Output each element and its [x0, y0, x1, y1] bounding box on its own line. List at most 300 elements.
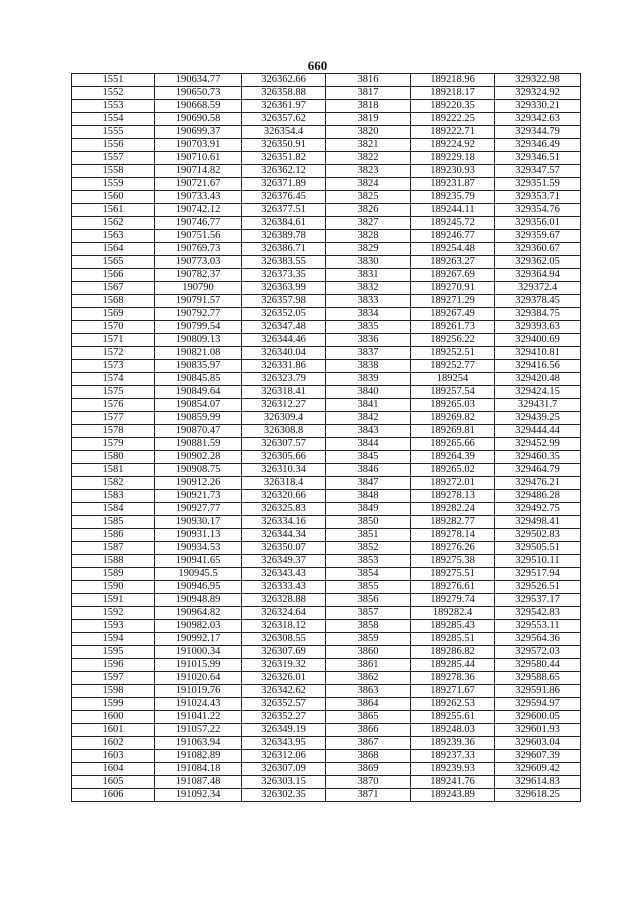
y-coordinate-cell: 326347.48	[242, 321, 326, 334]
y-coordinate-cell: 329452.99	[495, 438, 581, 451]
point-number-cell: 1599	[72, 698, 155, 711]
table-row	[72, 490, 581, 503]
x-coordinate-cell: 189229.18	[411, 152, 495, 165]
y-coordinate-cell: 329420.48	[495, 373, 581, 386]
x-coordinate-cell: 189263.27	[411, 256, 495, 269]
x-coordinate-cell: 190902.28	[155, 451, 242, 464]
point-number-cell: 1588	[72, 555, 155, 568]
x-coordinate-cell: 189265.66	[411, 438, 495, 451]
x-coordinate-cell: 190791.57	[155, 295, 242, 308]
table-row	[72, 386, 581, 399]
x-coordinate-cell: 191057.22	[155, 724, 242, 737]
y-coordinate-cell: 329607.39	[495, 750, 581, 763]
point-number-cell: 3817	[326, 87, 411, 100]
point-number-cell: 1582	[72, 477, 155, 490]
point-number-cell: 1569	[72, 308, 155, 321]
y-coordinate-cell: 326371.89	[242, 178, 326, 191]
x-coordinate-cell: 190854.07	[155, 399, 242, 412]
point-number-cell: 3821	[326, 139, 411, 152]
x-coordinate-cell: 190769.73	[155, 243, 242, 256]
table-row	[72, 724, 581, 737]
point-number-cell: 3870	[326, 776, 411, 789]
table-row	[72, 438, 581, 451]
point-number-cell: 3849	[326, 503, 411, 516]
x-coordinate-cell: 190921.73	[155, 490, 242, 503]
point-number-cell: 1584	[72, 503, 155, 516]
y-coordinate-cell: 329346.49	[495, 139, 581, 152]
table-row	[72, 217, 581, 230]
x-coordinate-cell: 189239.36	[411, 737, 495, 750]
y-coordinate-cell: 329356.01	[495, 217, 581, 230]
point-number-cell: 3856	[326, 594, 411, 607]
point-number-cell: 3865	[326, 711, 411, 724]
point-number-cell: 3864	[326, 698, 411, 711]
x-coordinate-cell: 190690.58	[155, 113, 242, 126]
table-row	[72, 113, 581, 126]
point-number-cell: 1578	[72, 425, 155, 438]
x-coordinate-cell: 190710.61	[155, 152, 242, 165]
y-coordinate-cell: 326320.66	[242, 490, 326, 503]
y-coordinate-cell: 326363.99	[242, 282, 326, 295]
x-coordinate-cell: 189252.77	[411, 360, 495, 373]
x-coordinate-cell: 189285.44	[411, 659, 495, 672]
x-coordinate-cell: 190835.97	[155, 360, 242, 373]
x-coordinate-cell: 191084.18	[155, 763, 242, 776]
y-coordinate-cell: 329553.11	[495, 620, 581, 633]
point-number-cell: 3838	[326, 360, 411, 373]
table-row	[72, 698, 581, 711]
x-coordinate-cell: 191082.89	[155, 750, 242, 763]
x-coordinate-cell: 191000.34	[155, 646, 242, 659]
y-coordinate-cell: 329580.44	[495, 659, 581, 672]
x-coordinate-cell: 189270.91	[411, 282, 495, 295]
x-coordinate-cell: 190982.03	[155, 620, 242, 633]
point-number-cell: 3871	[326, 789, 411, 802]
y-coordinate-cell: 329603.04	[495, 737, 581, 750]
point-number-cell: 1593	[72, 620, 155, 633]
x-coordinate-cell: 189239.93	[411, 763, 495, 776]
x-coordinate-cell: 189231.87	[411, 178, 495, 191]
table-row	[72, 256, 581, 269]
y-coordinate-cell: 329492.75	[495, 503, 581, 516]
y-coordinate-cell: 329614.83	[495, 776, 581, 789]
x-coordinate-cell: 191015.99	[155, 659, 242, 672]
table-row	[72, 74, 581, 87]
y-coordinate-cell: 329416.56	[495, 360, 581, 373]
x-coordinate-cell: 190948.89	[155, 594, 242, 607]
table-row	[72, 308, 581, 321]
y-coordinate-cell: 326344.46	[242, 334, 326, 347]
point-number-cell: 3829	[326, 243, 411, 256]
table-row	[72, 659, 581, 672]
point-number-cell: 1601	[72, 724, 155, 737]
point-number-cell: 3852	[326, 542, 411, 555]
table-row	[72, 529, 581, 542]
x-coordinate-cell: 189248.03	[411, 724, 495, 737]
table-row	[72, 672, 581, 685]
y-coordinate-cell: 329346.51	[495, 152, 581, 165]
y-coordinate-cell: 329354.76	[495, 204, 581, 217]
x-coordinate-cell: 189235.79	[411, 191, 495, 204]
point-number-cell: 3827	[326, 217, 411, 230]
x-coordinate-cell: 189243.89	[411, 789, 495, 802]
y-coordinate-cell: 326308.55	[242, 633, 326, 646]
point-number-cell: 3835	[326, 321, 411, 334]
point-number-cell: 1595	[72, 646, 155, 659]
point-number-cell: 3848	[326, 490, 411, 503]
table-row	[72, 412, 581, 425]
point-number-cell: 1571	[72, 334, 155, 347]
y-coordinate-cell: 326333.43	[242, 581, 326, 594]
x-coordinate-cell: 190881.59	[155, 438, 242, 451]
y-coordinate-cell: 326308.8	[242, 425, 326, 438]
y-coordinate-cell: 326358.88	[242, 87, 326, 100]
y-coordinate-cell: 329476.21	[495, 477, 581, 490]
x-coordinate-cell: 189254.48	[411, 243, 495, 256]
point-number-cell: 3867	[326, 737, 411, 750]
x-coordinate-cell: 189271.29	[411, 295, 495, 308]
table-row	[72, 464, 581, 477]
table-row	[72, 269, 581, 282]
table-row	[72, 87, 581, 100]
point-number-cell: 3854	[326, 568, 411, 581]
coordinate-table-body	[72, 74, 581, 802]
y-coordinate-cell: 326307.57	[242, 438, 326, 451]
table-row	[72, 321, 581, 334]
y-coordinate-cell: 329498.41	[495, 516, 581, 529]
y-coordinate-cell: 326350.07	[242, 542, 326, 555]
point-number-cell: 1558	[72, 165, 155, 178]
x-coordinate-cell: 189278.13	[411, 490, 495, 503]
x-coordinate-cell: 191020.64	[155, 672, 242, 685]
x-coordinate-cell: 191041.22	[155, 711, 242, 724]
x-coordinate-cell: 190714.82	[155, 165, 242, 178]
table-row	[72, 503, 581, 516]
point-number-cell: 3850	[326, 516, 411, 529]
y-coordinate-cell: 329594.97	[495, 698, 581, 711]
y-coordinate-cell: 329526.51	[495, 581, 581, 594]
point-number-cell: 1553	[72, 100, 155, 113]
y-coordinate-cell: 326331.86	[242, 360, 326, 373]
x-coordinate-cell: 190650.73	[155, 87, 242, 100]
table-row	[72, 776, 581, 789]
point-number-cell: 1570	[72, 321, 155, 334]
y-coordinate-cell: 329431.7	[495, 399, 581, 412]
table-row	[72, 399, 581, 412]
table-row	[72, 373, 581, 386]
table-row	[72, 126, 581, 139]
point-number-cell: 1555	[72, 126, 155, 139]
point-number-cell: 3833	[326, 295, 411, 308]
y-coordinate-cell: 326349.37	[242, 555, 326, 568]
table-row	[72, 295, 581, 308]
point-number-cell: 1551	[72, 74, 155, 87]
x-coordinate-cell: 190859.99	[155, 412, 242, 425]
y-coordinate-cell: 326305.66	[242, 451, 326, 464]
y-coordinate-cell: 329542.83	[495, 607, 581, 620]
point-number-cell: 1565	[72, 256, 155, 269]
point-number-cell: 3858	[326, 620, 411, 633]
table-row	[72, 178, 581, 191]
point-number-cell: 1557	[72, 152, 155, 165]
x-coordinate-cell: 190908.75	[155, 464, 242, 477]
y-coordinate-cell: 326307.09	[242, 763, 326, 776]
x-coordinate-cell: 189230.93	[411, 165, 495, 178]
x-coordinate-cell: 190790	[155, 282, 242, 295]
y-coordinate-cell: 329609.42	[495, 763, 581, 776]
x-coordinate-cell: 189222.25	[411, 113, 495, 126]
point-number-cell: 1592	[72, 607, 155, 620]
y-coordinate-cell: 326349.19	[242, 724, 326, 737]
point-number-cell: 3846	[326, 464, 411, 477]
point-number-cell: 3818	[326, 100, 411, 113]
x-coordinate-cell: 189265.03	[411, 399, 495, 412]
point-number-cell: 1589	[72, 568, 155, 581]
y-coordinate-cell: 329359.67	[495, 230, 581, 243]
x-coordinate-cell: 189255.61	[411, 711, 495, 724]
x-coordinate-cell: 189257.54	[411, 386, 495, 399]
table-row	[72, 555, 581, 568]
x-coordinate-cell: 189261.73	[411, 321, 495, 334]
x-coordinate-cell: 189246.77	[411, 230, 495, 243]
x-coordinate-cell: 190845.85	[155, 373, 242, 386]
x-coordinate-cell: 190721.67	[155, 178, 242, 191]
x-coordinate-cell: 189279.74	[411, 594, 495, 607]
y-coordinate-cell: 329439.25	[495, 412, 581, 425]
y-coordinate-cell: 326352.27	[242, 711, 326, 724]
point-number-cell: 1600	[72, 711, 155, 724]
x-coordinate-cell: 189278.14	[411, 529, 495, 542]
point-number-cell: 1596	[72, 659, 155, 672]
y-coordinate-cell: 329618.25	[495, 789, 581, 802]
point-number-cell: 1604	[72, 763, 155, 776]
point-number-cell: 3841	[326, 399, 411, 412]
x-coordinate-cell: 190927.77	[155, 503, 242, 516]
table-row	[72, 139, 581, 152]
point-number-cell: 3863	[326, 685, 411, 698]
point-number-cell: 1603	[72, 750, 155, 763]
x-coordinate-cell: 189269.82	[411, 412, 495, 425]
table-row	[72, 737, 581, 750]
y-coordinate-cell: 329353.71	[495, 191, 581, 204]
y-coordinate-cell: 326342.62	[242, 685, 326, 698]
y-coordinate-cell: 326343.95	[242, 737, 326, 750]
y-coordinate-cell: 326389.78	[242, 230, 326, 243]
point-number-cell: 1554	[72, 113, 155, 126]
point-number-cell: 3859	[326, 633, 411, 646]
table-row	[72, 542, 581, 555]
x-coordinate-cell: 189276.61	[411, 581, 495, 594]
x-coordinate-cell: 189275.51	[411, 568, 495, 581]
x-coordinate-cell: 190733.43	[155, 191, 242, 204]
point-number-cell: 1585	[72, 516, 155, 529]
table-row	[72, 581, 581, 594]
point-number-cell: 1556	[72, 139, 155, 152]
y-coordinate-cell: 326319.32	[242, 659, 326, 672]
point-number-cell: 1567	[72, 282, 155, 295]
y-coordinate-cell: 326376.45	[242, 191, 326, 204]
y-coordinate-cell: 326350.91	[242, 139, 326, 152]
y-coordinate-cell: 329424.15	[495, 386, 581, 399]
x-coordinate-cell: 191024.43	[155, 698, 242, 711]
point-number-cell: 1573	[72, 360, 155, 373]
point-number-cell: 1586	[72, 529, 155, 542]
point-number-cell: 1575	[72, 386, 155, 399]
y-coordinate-cell: 329600.05	[495, 711, 581, 724]
point-number-cell: 3837	[326, 347, 411, 360]
x-coordinate-cell: 191019.76	[155, 685, 242, 698]
point-number-cell: 1580	[72, 451, 155, 464]
y-coordinate-cell: 329517.94	[495, 568, 581, 581]
x-coordinate-cell: 190945.5	[155, 568, 242, 581]
x-coordinate-cell: 189267.69	[411, 269, 495, 282]
x-coordinate-cell: 190782.37	[155, 269, 242, 282]
y-coordinate-cell: 329324.92	[495, 87, 581, 100]
x-coordinate-cell: 190751.56	[155, 230, 242, 243]
y-coordinate-cell: 329510.11	[495, 555, 581, 568]
x-coordinate-cell: 189218.17	[411, 87, 495, 100]
y-coordinate-cell: 326386.71	[242, 243, 326, 256]
y-coordinate-cell: 329364.94	[495, 269, 581, 282]
coordinate-table	[71, 73, 581, 802]
y-coordinate-cell: 329400.69	[495, 334, 581, 347]
point-number-cell: 1581	[72, 464, 155, 477]
y-coordinate-cell: 326324.64	[242, 607, 326, 620]
y-coordinate-cell: 329378.45	[495, 295, 581, 308]
x-coordinate-cell: 190773.03	[155, 256, 242, 269]
point-number-cell: 1587	[72, 542, 155, 555]
y-coordinate-cell: 326312.27	[242, 399, 326, 412]
y-coordinate-cell: 329330.21	[495, 100, 581, 113]
x-coordinate-cell: 189220.35	[411, 100, 495, 113]
x-coordinate-cell: 190941.65	[155, 555, 242, 568]
point-number-cell: 1594	[72, 633, 155, 646]
point-number-cell: 1577	[72, 412, 155, 425]
point-number-cell: 1568	[72, 295, 155, 308]
y-coordinate-cell: 329486.28	[495, 490, 581, 503]
point-number-cell: 3823	[326, 165, 411, 178]
point-number-cell: 3831	[326, 269, 411, 282]
y-coordinate-cell: 326325.83	[242, 503, 326, 516]
x-coordinate-cell: 190699.37	[155, 126, 242, 139]
point-number-cell: 3868	[326, 750, 411, 763]
point-number-cell: 1590	[72, 581, 155, 594]
point-number-cell: 3825	[326, 191, 411, 204]
point-number-cell: 1552	[72, 87, 155, 100]
table-row	[72, 568, 581, 581]
point-number-cell: 3840	[326, 386, 411, 399]
table-row	[72, 282, 581, 295]
x-coordinate-cell: 189265.02	[411, 464, 495, 477]
table-row	[72, 594, 581, 607]
x-coordinate-cell: 190742.12	[155, 204, 242, 217]
y-coordinate-cell: 326384.61	[242, 217, 326, 230]
x-coordinate-cell: 189224.92	[411, 139, 495, 152]
y-coordinate-cell: 329505.51	[495, 542, 581, 555]
x-coordinate-cell: 190912.26	[155, 477, 242, 490]
table-row	[72, 347, 581, 360]
y-coordinate-cell: 329537.17	[495, 594, 581, 607]
y-coordinate-cell: 326377.51	[242, 204, 326, 217]
x-coordinate-cell: 189218.96	[411, 74, 495, 87]
y-coordinate-cell: 329342.63	[495, 113, 581, 126]
x-coordinate-cell: 189222.71	[411, 126, 495, 139]
point-number-cell: 1598	[72, 685, 155, 698]
point-number-cell: 1606	[72, 789, 155, 802]
point-number-cell: 1591	[72, 594, 155, 607]
point-number-cell: 3832	[326, 282, 411, 295]
y-coordinate-cell: 326362.12	[242, 165, 326, 178]
y-coordinate-cell: 329564.36	[495, 633, 581, 646]
x-coordinate-cell: 190809.13	[155, 334, 242, 347]
table-row	[72, 334, 581, 347]
x-coordinate-cell: 190668.59	[155, 100, 242, 113]
x-coordinate-cell: 189285.51	[411, 633, 495, 646]
x-coordinate-cell: 189262.53	[411, 698, 495, 711]
y-coordinate-cell: 329351.59	[495, 178, 581, 191]
y-coordinate-cell: 326307.69	[242, 646, 326, 659]
x-coordinate-cell: 189285.43	[411, 620, 495, 633]
y-coordinate-cell: 326328.88	[242, 594, 326, 607]
y-coordinate-cell: 329372.4	[495, 282, 581, 295]
x-coordinate-cell: 189282.77	[411, 516, 495, 529]
point-number-cell: 1561	[72, 204, 155, 217]
table-row	[72, 152, 581, 165]
point-number-cell: 1602	[72, 737, 155, 750]
table-row	[72, 451, 581, 464]
point-number-cell: 3834	[326, 308, 411, 321]
x-coordinate-cell: 189278.36	[411, 672, 495, 685]
table-row	[72, 360, 581, 373]
x-coordinate-cell: 189276.26	[411, 542, 495, 555]
table-row	[72, 789, 581, 802]
y-coordinate-cell: 329347.57	[495, 165, 581, 178]
x-coordinate-cell: 190634.77	[155, 74, 242, 87]
point-number-cell: 3819	[326, 113, 411, 126]
table-row	[72, 620, 581, 633]
point-number-cell: 1566	[72, 269, 155, 282]
x-coordinate-cell: 189271.67	[411, 685, 495, 698]
point-number-cell: 3830	[326, 256, 411, 269]
table-row	[72, 763, 581, 776]
table-row	[72, 204, 581, 217]
x-coordinate-cell: 190992.17	[155, 633, 242, 646]
point-number-cell: 3862	[326, 672, 411, 685]
y-coordinate-cell: 329360.67	[495, 243, 581, 256]
page-number: 660	[307, 58, 328, 73]
y-coordinate-cell: 326318.4	[242, 477, 326, 490]
x-coordinate-cell: 190934.53	[155, 542, 242, 555]
x-coordinate-cell: 190792.77	[155, 308, 242, 321]
table-row	[72, 685, 581, 698]
point-number-cell: 3869	[326, 763, 411, 776]
point-number-cell: 3836	[326, 334, 411, 347]
point-number-cell: 1579	[72, 438, 155, 451]
y-coordinate-cell: 326309.4	[242, 412, 326, 425]
x-coordinate-cell: 190931.13	[155, 529, 242, 542]
y-coordinate-cell: 326323.79	[242, 373, 326, 386]
y-coordinate-cell: 326303.15	[242, 776, 326, 789]
y-coordinate-cell: 326351.82	[242, 152, 326, 165]
y-coordinate-cell: 329591.86	[495, 685, 581, 698]
table-row	[72, 646, 581, 659]
point-number-cell: 1576	[72, 399, 155, 412]
point-number-cell: 3816	[326, 74, 411, 87]
x-coordinate-cell: 190849.64	[155, 386, 242, 399]
point-number-cell: 1560	[72, 191, 155, 204]
x-coordinate-cell: 189275.38	[411, 555, 495, 568]
point-number-cell: 3866	[326, 724, 411, 737]
